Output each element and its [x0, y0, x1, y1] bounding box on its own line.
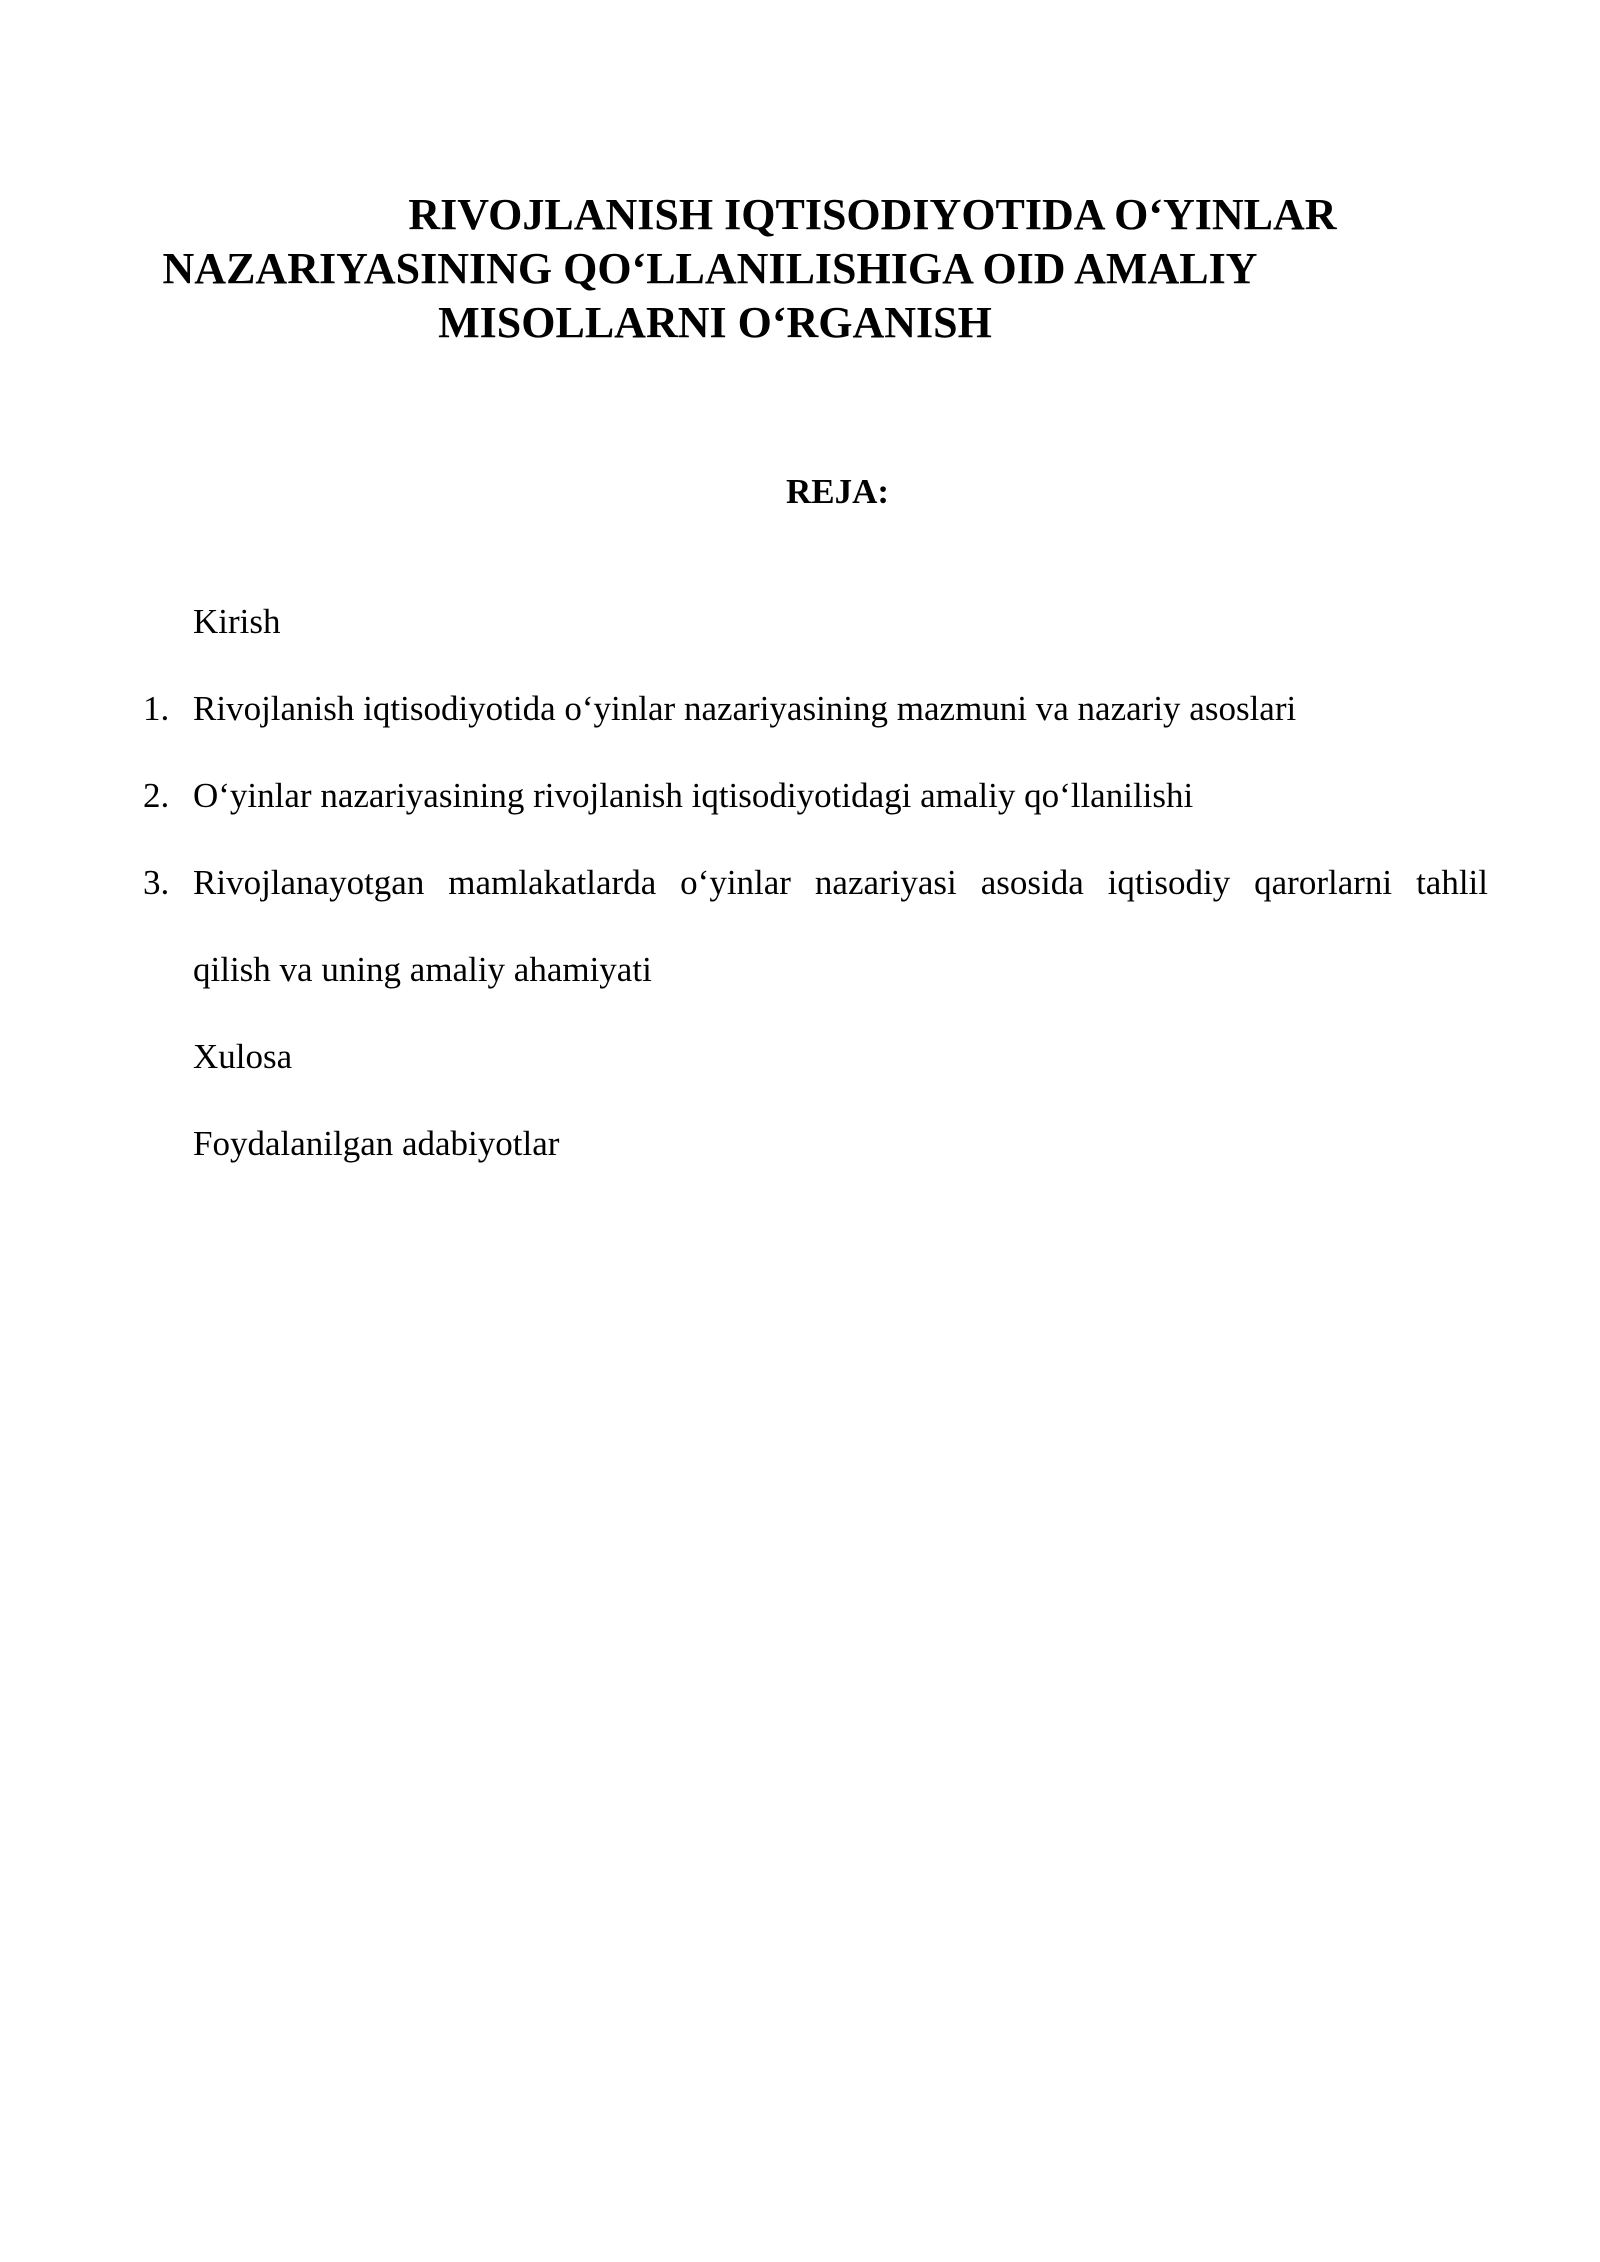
- plan-heading: REJA:: [786, 472, 890, 511]
- toc-item-3-text-line-1: Rivojlanayotgan mamlakatlarda o‘yinlar nazariyasi asosida iqtisodiy qarorlarni tahlil: [193, 863, 1488, 902]
- toc-item-3-text-line-2: qilish va uning amaliy ahamiyati: [193, 950, 652, 989]
- title-line-1: RIVOJLANISH IQTISODIYOTIDA O‘YINLAR: [408, 190, 1337, 239]
- toc-item-2-number: 2.: [143, 776, 170, 815]
- toc-item-2-text: O‘yinlar nazariyasining rivojlanish iqtisodiyotidagi amaliy qo‘llanilishi: [193, 776, 1194, 815]
- toc-intro: Kirish: [193, 602, 281, 641]
- document-title: [162, 188, 1450, 350]
- toc-references: Foydalanilgan adabiyotlar: [193, 1124, 560, 1163]
- toc-conclusion: Xulosa: [193, 1037, 293, 1076]
- title-line-3: MISOLLARNI O‘RGANISH: [438, 298, 992, 347]
- toc-item-1-number: 1.: [143, 689, 170, 728]
- toc-item-3-number: 3.: [143, 863, 170, 902]
- title-line-2: NAZARIYASINING QO‘LLANILISHIGA OID AMALIY: [162, 244, 1258, 293]
- toc-item-1-text: Rivojlanish iqtisodiyotida o‘yinlar nazariyasining mazmuni va nazariy asoslari: [193, 689, 1297, 728]
